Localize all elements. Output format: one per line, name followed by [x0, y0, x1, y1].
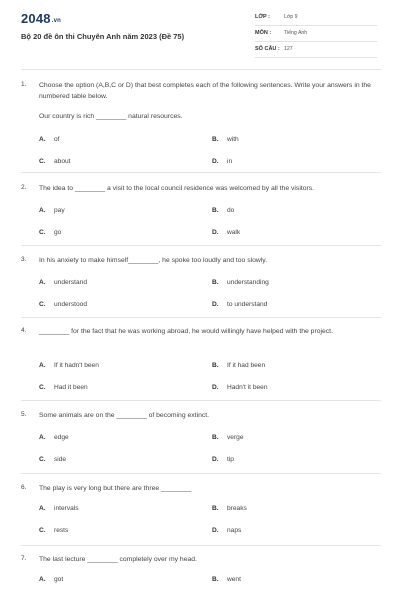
option-d[interactable] [212, 158, 232, 165]
option-d[interactable] [212, 456, 234, 463]
option-text: If it hadn't been [54, 362, 99, 369]
logo-text: 2048 [21, 11, 51, 26]
option-letter: D. [212, 229, 219, 236]
option-letter: C. [39, 229, 46, 236]
option-text: edge [54, 434, 69, 441]
option-text: verge [227, 434, 244, 441]
option-letter: A. [39, 362, 46, 369]
option-letter: B. [212, 136, 219, 143]
option-b[interactable] [212, 279, 269, 286]
option-a[interactable] [39, 434, 69, 441]
option-text: pay [54, 207, 65, 214]
option-text: in [227, 158, 233, 165]
option-text: understanding [227, 279, 269, 286]
meta-value: Lớp 9 [284, 14, 298, 20]
document-title: Bộ 20 đề ôn thi Chuyên Anh năm 2023 (Đề 75) [21, 32, 185, 41]
option-text: do [227, 207, 235, 214]
question-number: 5. [21, 411, 27, 418]
option-b[interactable] [212, 434, 244, 441]
option-letter: A. [39, 576, 46, 583]
question-number: 4. [21, 327, 27, 334]
option-c[interactable] [39, 229, 61, 236]
option-c[interactable] [39, 527, 68, 534]
option-text: go [54, 229, 62, 236]
option-text: of [54, 136, 60, 143]
option-letter: C. [39, 527, 46, 534]
divider [21, 473, 381, 474]
option-c[interactable] [39, 384, 88, 391]
option-text: Had it been [54, 384, 88, 391]
meta-value: Tiếng Anh [284, 30, 308, 36]
meta-row-class [255, 11, 377, 26]
question-text: The play is very long but there are three ________ [39, 485, 192, 492]
question-number: 7. [21, 555, 27, 562]
option-letter: D. [212, 527, 219, 534]
option-a[interactable] [39, 362, 99, 369]
option-text: side [54, 456, 67, 463]
option-letter: C. [39, 456, 46, 463]
option-letter: A. [39, 207, 46, 214]
option-letter: B. [212, 279, 219, 286]
option-d[interactable] [212, 527, 241, 534]
option-text: understand [54, 279, 87, 286]
meta-value: 127 [284, 46, 293, 52]
question-number: 1. [21, 81, 27, 88]
option-c[interactable] [39, 456, 66, 463]
option-text: If it had been [227, 362, 266, 369]
option-text: understood [54, 301, 87, 308]
option-a[interactable] [39, 279, 87, 286]
question-text: The idea to ________ a visit to the local council residence was welcomed by all the visitors. [39, 185, 315, 192]
option-letter: B. [212, 362, 219, 369]
option-c[interactable] [39, 301, 87, 308]
option-a[interactable] [39, 207, 65, 214]
option-text: Hadn't it been [227, 384, 268, 391]
divider [21, 317, 381, 318]
question-number: 6. [21, 484, 27, 491]
option-a[interactable] [39, 136, 60, 143]
option-letter: D. [212, 301, 219, 308]
option-text: with [227, 136, 239, 143]
divider [21, 172, 381, 173]
option-letter: C. [39, 158, 46, 165]
question-number: 2. [21, 184, 27, 191]
option-letter: B. [212, 207, 219, 214]
meta-row-subject [255, 27, 377, 42]
option-text: went [227, 576, 241, 583]
meta-key: SỐ CÂU : [255, 46, 280, 52]
option-letter: A. [39, 136, 46, 143]
logo-tld: .vn [51, 18, 62, 24]
question-number: 3. [21, 256, 27, 263]
option-a[interactable] [39, 505, 79, 512]
option-text: got [54, 576, 64, 583]
option-letter: D. [212, 158, 219, 165]
option-letter: A. [39, 279, 46, 286]
option-text: intervals [54, 505, 79, 512]
option-b[interactable] [212, 362, 265, 369]
option-text: about [54, 158, 71, 165]
divider [21, 69, 381, 70]
divider [21, 400, 381, 401]
option-b[interactable] [212, 136, 239, 143]
site-logo[interactable] [21, 11, 61, 26]
option-letter: B. [212, 434, 219, 441]
option-c[interactable] [39, 158, 71, 165]
divider [21, 245, 381, 246]
option-text: walk [227, 229, 241, 236]
option-text: breaks [227, 505, 247, 512]
option-text: to understand [227, 301, 268, 308]
option-d[interactable] [212, 384, 267, 391]
option-letter: D. [212, 456, 219, 463]
question-subtext: Our country is rich ________ natural resources. [39, 113, 183, 120]
question-text: Some animals are on the ________ of becoming extinct. [39, 412, 210, 419]
option-letter: A. [39, 505, 46, 512]
question-text: The last lecture ________ completely over my head. [39, 556, 197, 563]
worksheet-header [0, 0, 400, 68]
option-b[interactable] [212, 505, 247, 512]
option-letter: C. [39, 301, 46, 308]
meta-key: LỚP : [255, 14, 270, 20]
option-letter: B. [212, 576, 219, 583]
question-text: Choose the option (A,B,C or D) that best completes each of the following sentences. Write your answers in the numbered table below. [39, 82, 371, 101]
option-d[interactable] [212, 229, 240, 236]
question-text: In his anxiety to make himself________, he spoke too loudly and too slowly. [39, 257, 268, 264]
meta-row-count [255, 43, 377, 58]
option-b[interactable] [212, 207, 234, 214]
meta-key: MÔN : [255, 30, 272, 36]
option-letter: B. [212, 505, 219, 512]
question-text: ________ for the fact that he was working abroad, he would willingly have helped with the project. [39, 328, 333, 335]
option-a[interactable] [39, 576, 63, 583]
option-b[interactable] [212, 576, 241, 583]
option-text: rests [54, 527, 69, 534]
option-d[interactable] [212, 301, 267, 308]
divider [21, 545, 381, 546]
option-letter: D. [212, 384, 219, 391]
option-text: naps [227, 527, 242, 534]
option-text: tip [227, 456, 234, 463]
option-letter: A. [39, 434, 46, 441]
option-letter: C. [39, 384, 46, 391]
